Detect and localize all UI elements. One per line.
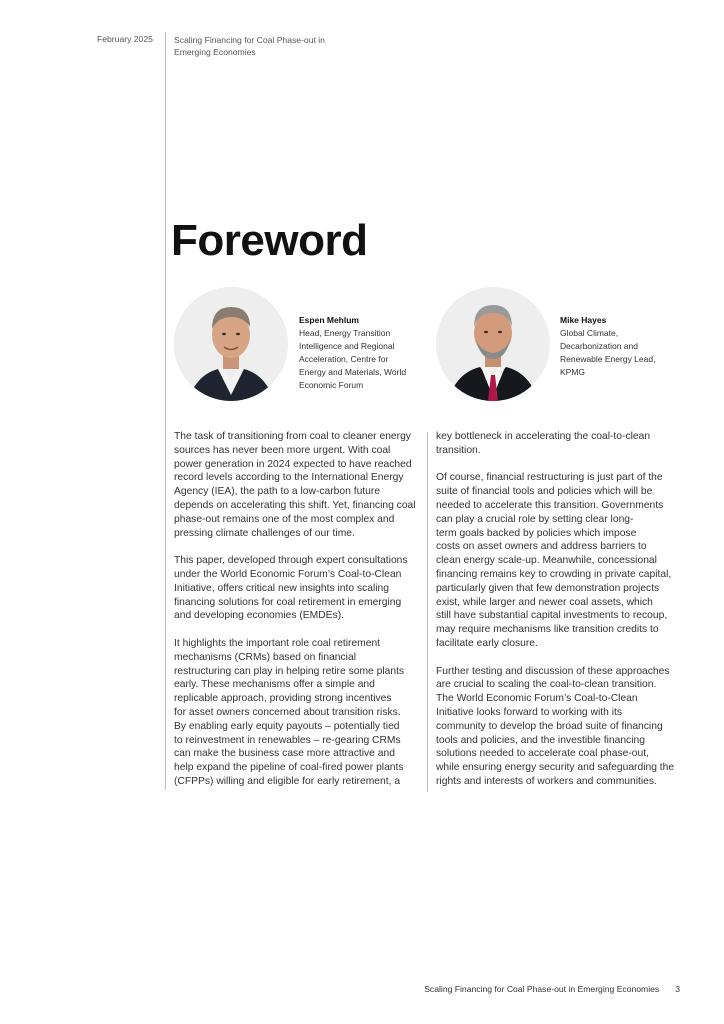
page-title: Foreword (171, 216, 368, 265)
paragraph: key bottleneck in accelerating the coal-to-clean transition. (436, 431, 651, 456)
author-mike-hayes (560, 314, 685, 379)
body-column-left (174, 430, 420, 803)
header-date: February 2025 (97, 34, 153, 44)
column-divider (427, 432, 428, 792)
paragraph: This paper, developed through expert consultations under the World Economic Forum’s Coal-to-Clean Initiative, offers critical new insights into scaling financing solutions for coal retirement in emerging and developing economies (EMDEs). (174, 555, 408, 622)
author-name: Mike Hayes (560, 315, 607, 325)
author-photo-espen-mehlum (174, 287, 288, 401)
footer (424, 984, 680, 994)
paragraph: The task of transitioning from coal to cleaner energy sources has never been more urgent. With coal power generation in 2024 expected to have reached record levels according to the International Energy Agency (IEA), the path to a low-carbon future depends on accelerating this shift. Yet, financing coal phase-out remains one of the most complex and pressing climate challenges of our time. (174, 431, 416, 539)
author-espen-mehlum (299, 314, 424, 392)
paragraph: Further testing and discussion of these approaches are crucial to scaling the coal-to-clean transition. The World Economic Forum’s Coal-to-Clean Initiative looks forward to working with its community to develop the broad suite of financing tools and policies, and the investible financing solutions needed to accelerate coal phase-out, while ensuring energy security and safeguarding the rights and interests of workers and communities. (436, 665, 675, 787)
body-column-right (436, 430, 686, 803)
author-photo-mike-hayes (436, 287, 550, 401)
header-title: Scaling Financing for Coal Phase-out in Emerging Economies (174, 35, 325, 57)
author-role: Head, Energy Transition Intelligence and Regional Acceleration, Centre for Energy and Materials, World Economic Forum (299, 328, 407, 390)
paragraph: Of course, financial restructuring is just part of the suite of financial tools and policies which will be needed to accelerate this transition. Governments can play a crucial role by setting clear long- term goals backed by policies which impose costs on asset owners and address barriers to clean energy scale-up. Meanwhile, concessional financing remains key to crowding in private capital, particularly given that few demonstration projects exist, while larger and newer coal assets, which still have substantial capital investments to recoup, may require mechanisms like transition credits to facilitate early closure. (436, 472, 672, 649)
footer-title: Scaling Financing for Coal Phase-out in Emerging Economies (424, 984, 660, 994)
author-role: Global Climate, Decarbonization and Renewable Energy Lead, KPMG (560, 328, 656, 377)
paragraph: It highlights the important role coal retirement mechanisms (CRMs) based on financial restructuring can play in helping retire some plants early. These mechanisms offer a simple and replicable approach, providing strong incentives for asset owners concerned about transition risks. By enabling early equity payouts – potentially tied to reinvestment in renewables – re-gearing CRMs can make the business case more attractive and help expand the pipeline of coal-fired power plants (CFPPs) willing and eligible for early retirement, a (174, 637, 405, 787)
author-name: Espen Mehlum (299, 315, 359, 325)
margin-rule (165, 32, 166, 790)
page-number: 3 (675, 984, 680, 994)
